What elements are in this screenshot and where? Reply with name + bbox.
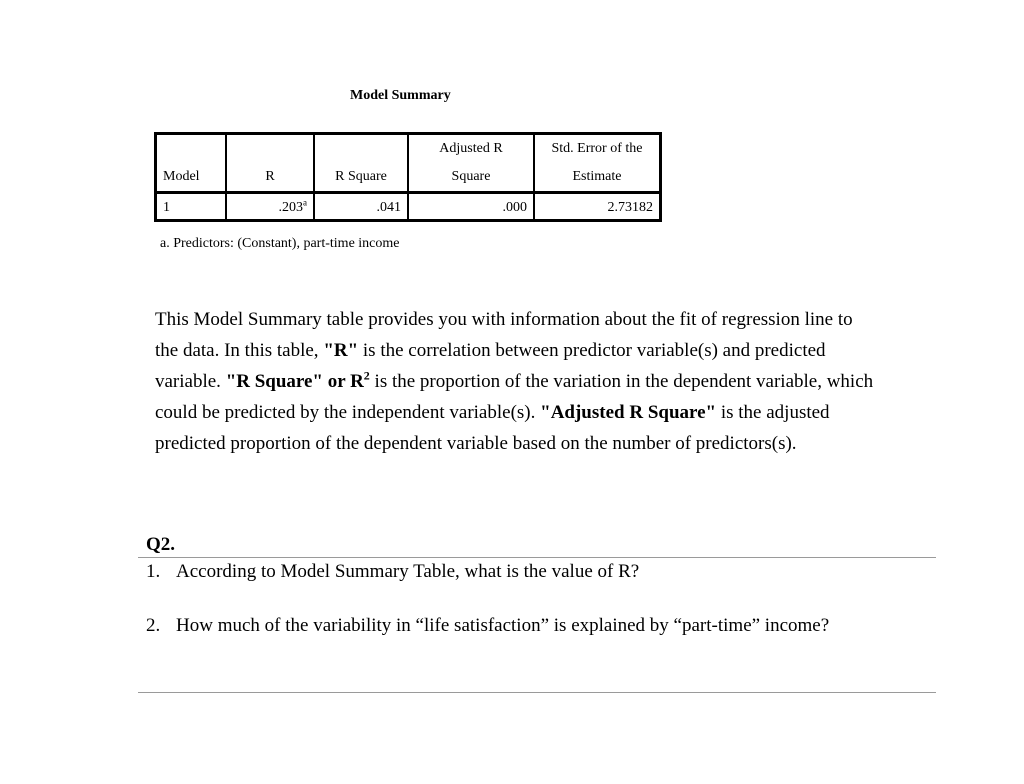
table-title: Model Summary [350,88,451,103]
question-item [146,615,829,637]
header-adjusted-r-square [408,134,534,193]
cell-adjusted-r-square: .000 [408,193,534,221]
question-text: According to Model Summary Table, what is the value of R? [176,561,640,582]
header-std-error-line2: Estimate [572,169,622,184]
header-std-error-line1: Std. Error of the [551,141,643,156]
header-r: R [226,134,314,193]
header-model: Model [156,134,227,193]
explanation-bold-adjusted: "Adjusted R Square" [540,402,717,423]
table-row [156,193,661,221]
question-number: 1. [146,561,161,582]
divider-bottom [138,692,936,693]
divider-top [138,557,936,558]
cell-r [226,193,314,221]
table-footnote: a. Predictors: (Constant), part-time income [160,236,400,251]
explanation-text-1: This Model Summary table provides you with information about the fit of regression line to the data. In this table, [155,309,853,361]
explanation-bold-r-square [225,368,370,392]
table-header-row [156,134,661,193]
cell-model: 1 [156,193,227,221]
explanation-text-2: is the correlation between predictor variable(s) and predicted variable. [155,340,826,392]
question-number: 2. [146,615,161,636]
cell-r-value: .203 [278,200,303,215]
header-adjusted-line1: Adjusted R [439,141,503,156]
question-heading: Q2. [146,534,176,555]
question-text: How much of the variability in “life satisfaction” is explained by “part-time” income? [176,615,830,636]
explanation-text-4: is the adjusted predicted proportion of the dependent variable based on the number of predictors(s). [155,402,830,454]
model-summary-table [154,132,662,222]
cell-std-error: 2.73182 [534,193,661,221]
explanation-text-3: is the proportion of the variation in the dependent variable, which could be predicted by the independent variable(s). [155,371,874,423]
header-r-square: R Square [314,134,408,193]
explanation-bold-r: "R" [323,340,359,361]
cell-r-square: .041 [314,193,408,221]
explanation-bold-r-square-text: "R Square" or R [225,371,364,392]
cell-r-footnote-mark: a [303,197,307,208]
header-adjusted-line2: Square [451,169,491,184]
explanation-superscript: 2 [363,368,370,383]
explanation-paragraph [155,304,875,459]
question-item [146,561,639,583]
header-std-error [534,134,661,193]
